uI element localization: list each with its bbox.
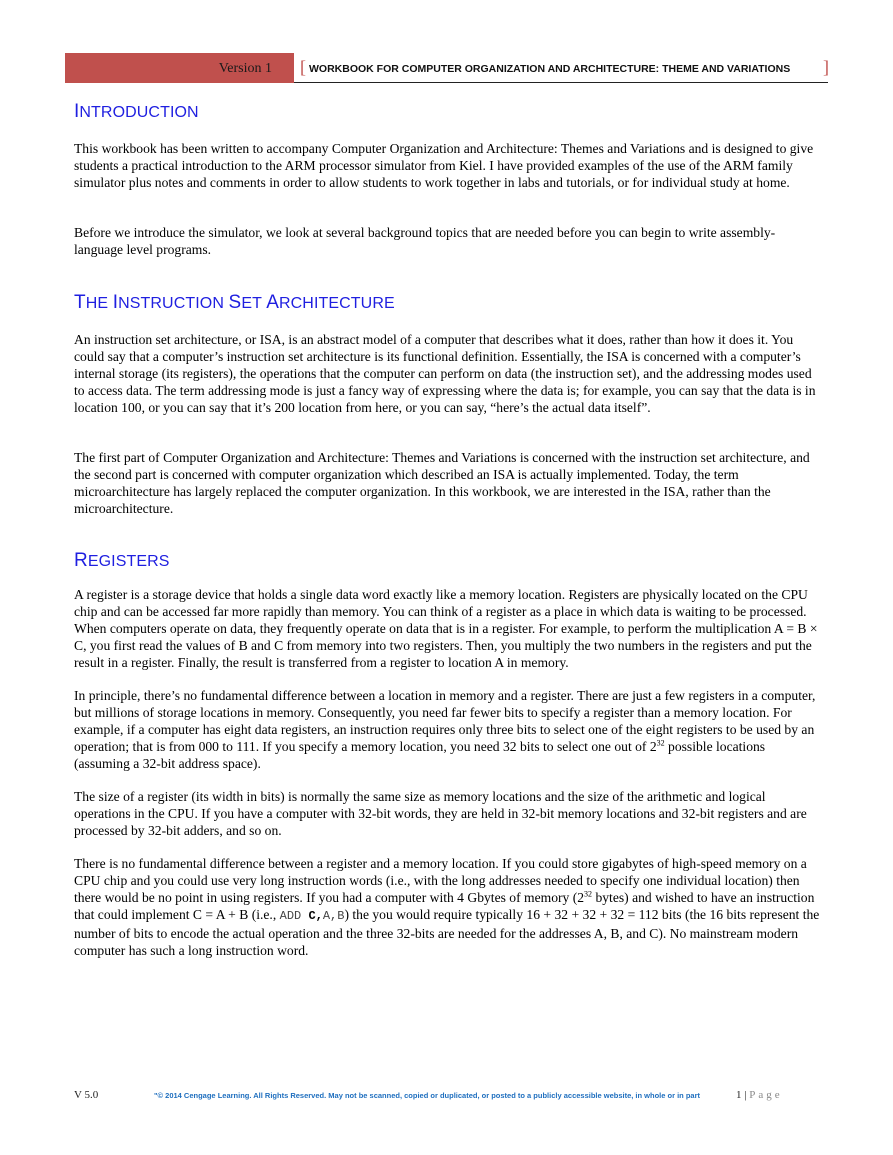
header-bracket-open: [ [300,57,306,77]
intro-paragraph-2: Before we introduce the simulator, we look at several background topics that are needed before you can begin to write assembly-language level programs. [74,225,776,257]
registers-paragraph-4: There is no fundamental difference between a register and a memory location. If you could store gigabytes of high-speed memory on a CPU chip and you could use very long instruction words (i.e., with the long addresses needed to specify one individual location) then there would be no point in using registers. If you had a computer with 4 Gbytes of memory ($2^{32}$ bytes) and wished to have an instruction that could implement C = A + B (i.e., ADD C,A,B) the you would require typically 16 + 32 + 32 + 32 = 112 bits (the 16 bits represent the number of bits to encode the actual operation and the three 32-bits are needed for the addresses A, B, and C). No mainstream modern computer has such a long instruction word. [74,856,820,958]
heading-introduction: INTRODUCTION [74,101,199,122]
registers-paragraph-1: A register is a storage device that holds a single data word exactly like a memory location. Registers are physically located on the CPU chip and can be accessed far more rapidly than memory. You can think of a register as a place in which data is waiting to be processed. When computers operate on data, they frequently operate on data that is in a register. For example, to perform the multiplication A = B × C, you first read the values of B and C from memory into two registers. Then, you multiply the two numbers in the registers and put the result in a register. Finally, the result is transferred from a register to location A in memory. [74,587,818,670]
intro-paragraph-1: This workbook has been written to accompany Computer Organization and Architecture: Themes and Variations and is designed to give students a practical introduction to the ARM processor simulator from Kiel. I have provided examples of the use of the ARM family simulator plus notes and comments in order to allow students to work together in labs and tutorials, or for individual study at home. [74,141,814,190]
copyright-notice: "© 2014 Cengage Learning. All Rights Reserved. May not be scanned, copied or duplicated, or posted to a publicly accessible website, in whole or in part [154,1091,701,1100]
page-footer [74,1089,820,1105]
version-tab [65,53,294,83]
registers-paragraph-3: The size of a register (its width in bits) is normally the same size as memory locations and the size of the arithmetic and logical operations in the CPU. If you have a computer with 32-bit words, they are held in 32-bit memory locations and 32-bit registers and are processed by 32-bit adders, and so on. [74,789,807,838]
heading-instruction-set-architecture: THE INSTRUCTION SET ARCHITECTURE [74,292,395,313]
footer-version: V 5.0 [74,1089,99,1101]
header-bracket-close: ] [823,57,829,77]
page-number: 1 | Page [736,1089,783,1101]
page-header [65,53,828,83]
isa-paragraph-2: The first part of Computer Organization and Architecture: Themes and Variations is concerned with the instruction set architecture, and the second part is concerned with computer organization which described an ISA is actually implemented. Today, the term microarchitecture has largely replaced the computer organization. In this workbook, we are interested in the ISA, rather than the microarchitecture. [74,450,810,516]
isa-paragraph-1: An instruction set architecture, or ISA, is an abstract model of a computer that describes what it does, rather than how it does it. You could say that a computer’s instruction set architecture is its functional definition. Essentially, the ISA is concerned with a computer’s internal storage (its registers), the operations that the computer can perform on data (the instruction set), and the addressing modes used to access data. The term addressing mode is just a fancy way of expressing where the data is; for example, you can say that the data is in location 100, or you can say that it’s 200 location from here, or you can say, “here’s the actual data itself”. [74,332,816,415]
code-add-instruction: ADD C,A,B [279,909,345,923]
registers-paragraph-2: In principle, there’s no fundamental difference between a location in memory and a register. There are just a few registers in a computer, but millions of storage locations in memory. Consequently, you need far fewer bits to specify a register than a memory location. For example, if a computer has eight data registers, an instruction requires only three bits to select one of the eight registers to be used by an operation; that is from 000 to 111. If you specify a memory location, you need 32 bits to select one out of $2^{32}$ possible locations (assuming a 32-bit address space). [74,688,816,771]
version-label: Version 1 [218,61,272,76]
workbook-title: WORKBOOK FOR COMPUTER ORGANIZATION AND ARCHITECTURE: THEME AND VARIATIONS [309,63,791,75]
header-rule [294,82,828,83]
heading-registers: REGISTERS [74,550,170,571]
